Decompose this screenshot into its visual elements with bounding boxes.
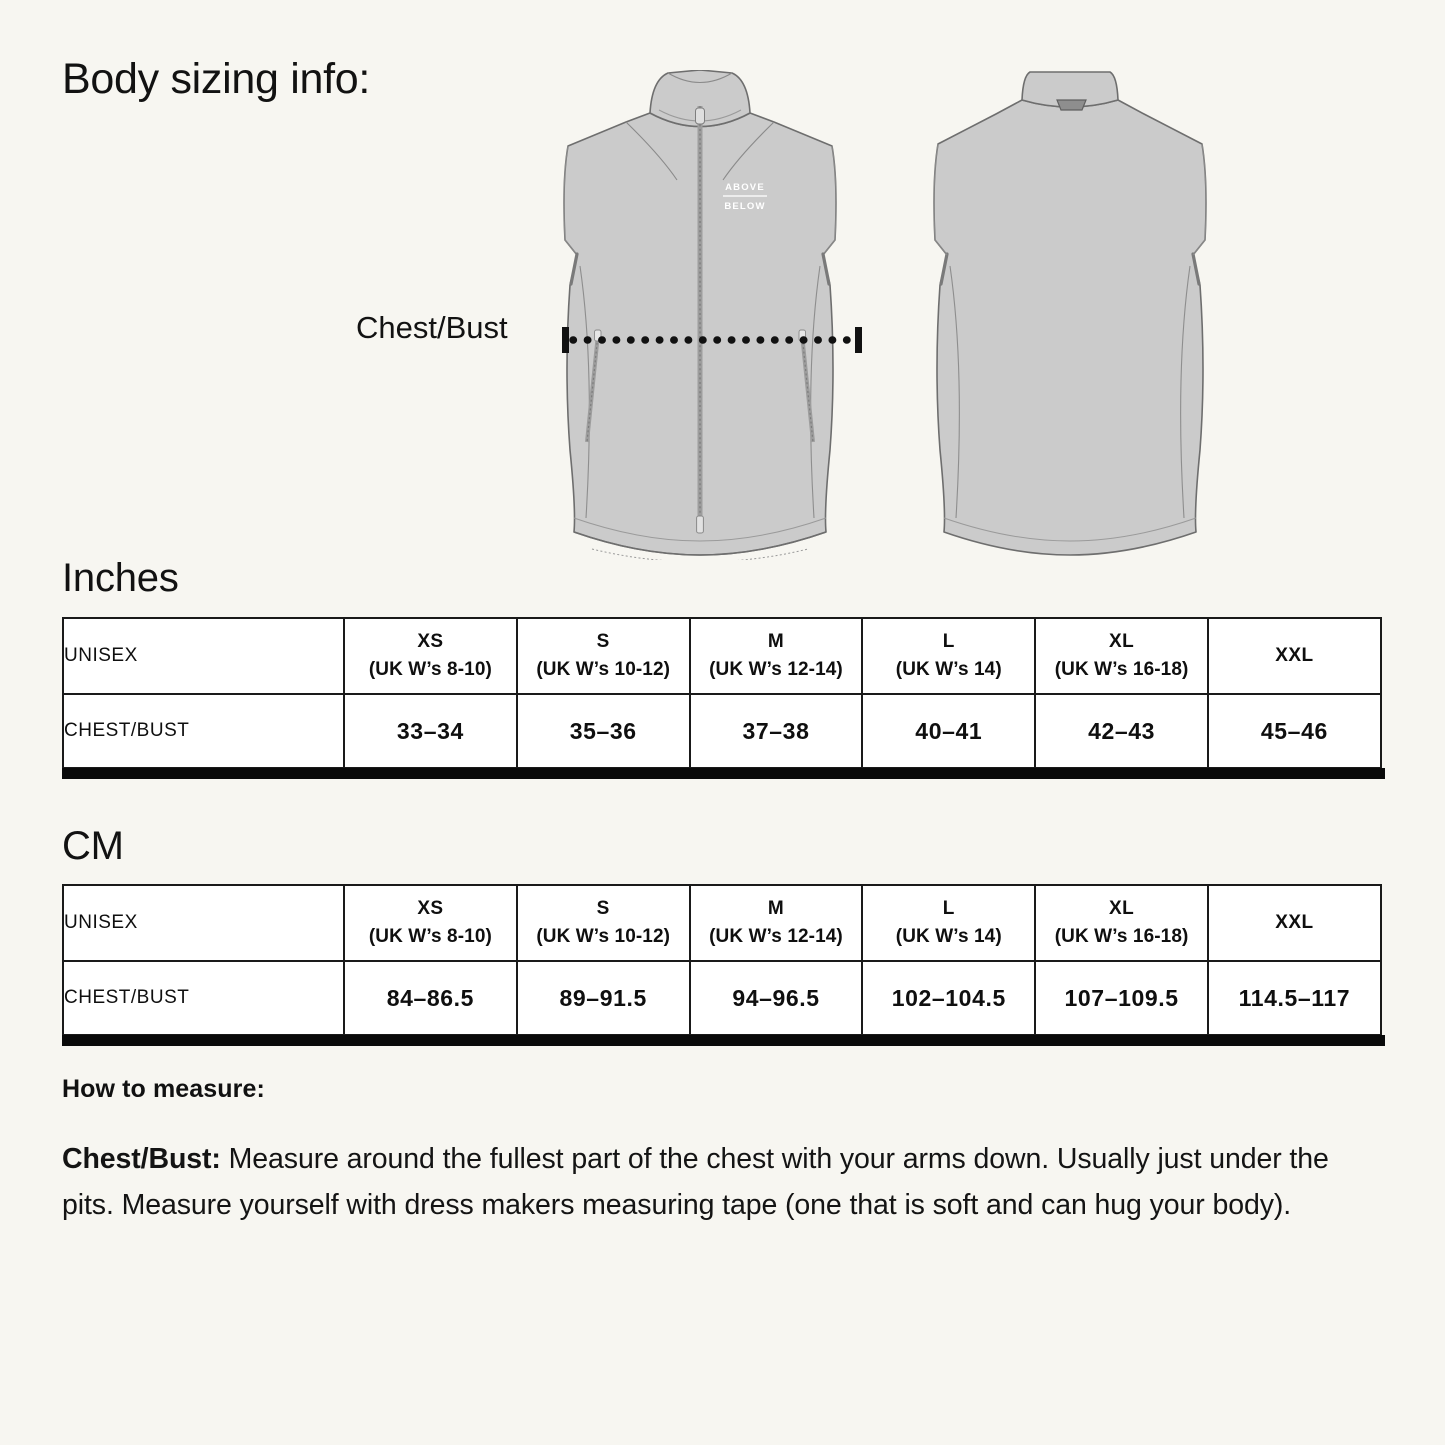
cell-cm-s (517, 961, 690, 1035)
cell-value: 114.5–117 (1238, 984, 1351, 1011)
table-bottom-bar (62, 1035, 1385, 1046)
size-code: XXL (1275, 911, 1314, 933)
size-table-cm (62, 884, 1380, 1046)
size-code: XL (1109, 897, 1135, 919)
size-sub: (UK W’s 14) (895, 659, 1002, 680)
table-bottom-bar (62, 768, 1385, 779)
cell-cm-m (690, 961, 863, 1035)
chest-bust-measure-label: Chest/Bust (356, 310, 508, 345)
inches-table (62, 617, 1382, 769)
table-row (63, 961, 1381, 1035)
cell-value: 84–86.5 (386, 984, 475, 1011)
header-unisex (63, 618, 344, 694)
size-code: M (767, 630, 785, 652)
size-sub: (UK W’s 8-10) (368, 926, 492, 947)
header-size-s (517, 885, 690, 961)
svg-text:BELOW: BELOW (724, 201, 766, 212)
svg-text:ABOVE: ABOVE (725, 182, 765, 193)
cell-inches-xs (344, 694, 517, 768)
header-size-s (517, 618, 690, 694)
header-size-xl (1035, 885, 1208, 961)
table-row (63, 694, 1381, 768)
page-title: Body sizing info: (62, 55, 371, 103)
size-sub: (UK W’s 8-10) (368, 659, 492, 680)
size-code: S (596, 630, 610, 652)
size-code: XXL (1275, 644, 1314, 666)
size-code: L (942, 897, 955, 919)
size-sub: (UK W’s 10-12) (536, 926, 671, 947)
cell-inches-xl (1035, 694, 1208, 768)
cell-cm-l (862, 961, 1035, 1035)
header-size-xxl (1208, 618, 1381, 694)
cell-cm-xl (1035, 961, 1208, 1035)
header-unisex-label: UNISEX (64, 645, 138, 666)
table-header-row (63, 618, 1381, 694)
header-size-l (862, 885, 1035, 961)
cell-value: 89–91.5 (559, 984, 647, 1011)
size-code: L (942, 630, 955, 652)
how-to-measure-term: Chest/Bust: (62, 1143, 221, 1175)
how-to-measure-text: Measure around the fullest part of the chest with your arms down. Usually just under the pits. Measure yourself with dress makers measuring tape (one that is soft and can hug your body). (62, 1143, 1329, 1222)
how-to-measure-heading: How to measure: (62, 1075, 265, 1103)
table-header-row (63, 885, 1381, 961)
row-label-chest-bust (63, 961, 344, 1035)
header-size-xs (344, 618, 517, 694)
header-size-xl (1035, 618, 1208, 694)
chest-measure-line (562, 325, 862, 355)
size-code: M (767, 897, 785, 919)
cell-inches-m (690, 694, 863, 768)
cell-value: 37–38 (742, 717, 810, 744)
header-unisex-label: UNISEX (64, 912, 138, 933)
cell-cm-xs (344, 961, 517, 1035)
size-sub: (UK W’s 16-18) (1054, 926, 1189, 947)
cell-value: 102–104.5 (891, 984, 1006, 1011)
cell-value: 42–43 (1088, 717, 1156, 744)
vest-back-view-icon (910, 70, 1230, 560)
size-sub: (UK W’s 12-14) (709, 926, 843, 947)
garment-illustration (340, 70, 1280, 560)
header-size-xxl (1208, 885, 1381, 961)
cell-value: 107–109.5 (1064, 984, 1179, 1011)
cell-value: 35–36 (569, 717, 637, 744)
row-label-chest-bust (63, 694, 344, 768)
row-label-text: CHEST/BUST (64, 987, 190, 1008)
size-code: XS (417, 630, 444, 652)
header-size-xs (344, 885, 517, 961)
how-to-measure-body (62, 1136, 1374, 1228)
cell-cm-xxl (1208, 961, 1381, 1035)
cell-inches-xxl (1208, 694, 1381, 768)
size-sub: (UK W’s 14) (895, 926, 1002, 947)
cell-value: 33–34 (396, 717, 464, 744)
header-unisex (63, 885, 344, 961)
section-heading-inches: Inches (62, 556, 179, 600)
size-sub: (UK W’s 10-12) (536, 659, 671, 680)
size-sub: (UK W’s 16-18) (1054, 659, 1189, 680)
size-table-inches (62, 617, 1380, 779)
header-size-m (690, 618, 863, 694)
cell-value: 45–46 (1260, 717, 1328, 744)
vest-front-view-icon (540, 70, 860, 560)
cell-value: 94–96.5 (732, 984, 820, 1011)
header-size-l (862, 618, 1035, 694)
header-size-m (690, 885, 863, 961)
size-code: XS (417, 897, 444, 919)
cell-inches-s (517, 694, 690, 768)
section-heading-cm: CM (62, 824, 124, 868)
row-label-text: CHEST/BUST (64, 720, 190, 741)
size-code: S (596, 897, 610, 919)
cell-value: 40–41 (915, 717, 983, 744)
size-sub: (UK W’s 12-14) (709, 659, 843, 680)
cm-table (62, 884, 1382, 1036)
cell-inches-l (862, 694, 1035, 768)
size-code: XL (1109, 630, 1135, 652)
